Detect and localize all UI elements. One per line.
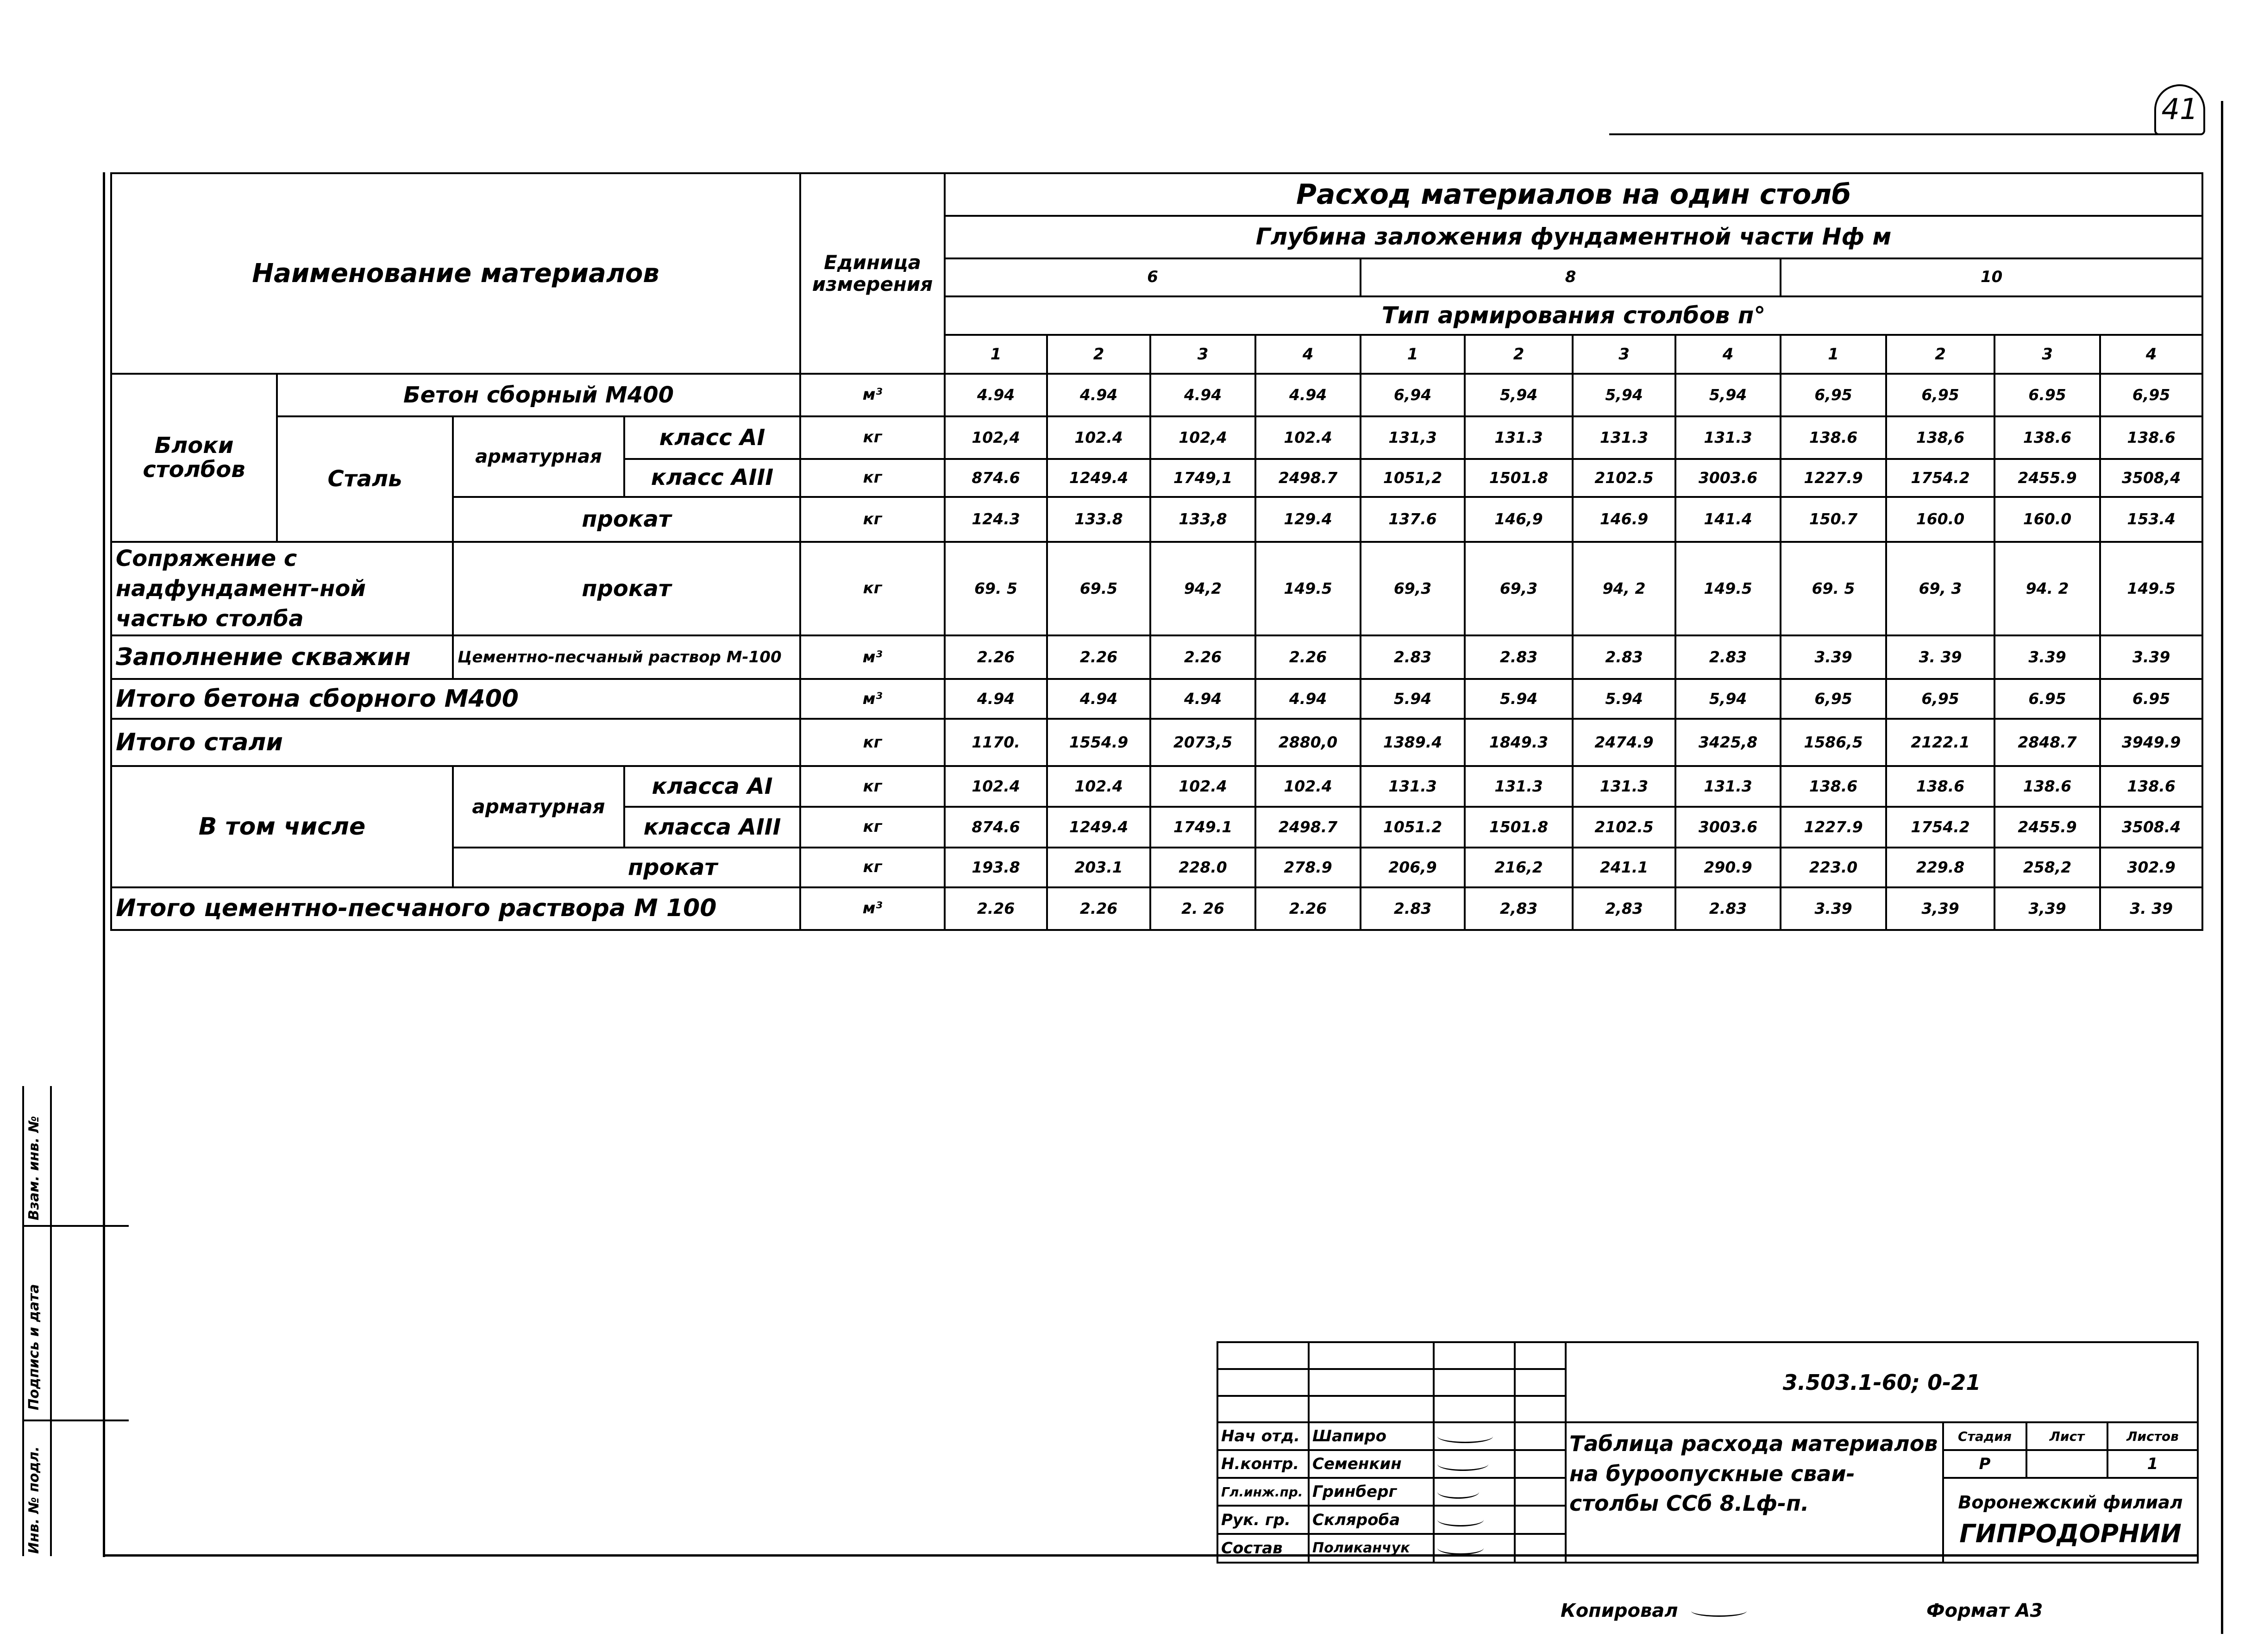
- depth-10: 10: [1781, 258, 2202, 296]
- value-cell: 1749,1: [1150, 459, 1255, 497]
- value-cell: 2102.5: [1573, 459, 1675, 497]
- header-reinforcement-type: Тип армирования столбов п°: [945, 296, 2202, 335]
- value-cell: 3003.6: [1675, 459, 1781, 497]
- value-cell: 138.6: [1994, 766, 2100, 807]
- signature-cell: [1434, 1506, 1515, 1533]
- table-row: [111, 635, 2202, 679]
- side-stamp-divider: [22, 1420, 129, 1421]
- value-cell: 94. 2: [1994, 542, 2100, 636]
- role-label: Н.контр.: [1217, 1450, 1309, 1478]
- value-cell: 102.4: [1255, 416, 1361, 459]
- value-cell: 1754.2: [1886, 459, 1994, 497]
- value-cell: 6.95: [1994, 374, 2100, 416]
- value-cell: 5,94: [1675, 374, 1781, 416]
- label-total-steel: Итого стали: [111, 719, 800, 766]
- value-cell: 1227.9: [1781, 459, 1886, 497]
- unit-cell: м³: [800, 635, 945, 679]
- label-blocks: Блоки столбов: [111, 374, 277, 542]
- table-row: [111, 679, 2202, 719]
- right-frame-line: [2221, 101, 2223, 1634]
- value-cell: 146,9: [1465, 497, 1573, 542]
- value-cell: 131.3: [1361, 766, 1465, 807]
- value-cell: 206,9: [1361, 848, 1465, 887]
- value-cell: 2,83: [1465, 887, 1573, 930]
- value-cell: 160.0: [1886, 497, 1994, 542]
- value-cell: 2.26: [1047, 635, 1150, 679]
- value-cell: 258,2: [1994, 848, 2100, 887]
- unit-cell: м³: [800, 887, 945, 930]
- value-cell: 2.83: [1675, 635, 1781, 679]
- value-cell: 874.6: [945, 807, 1047, 848]
- person-name: Скляроба: [1309, 1506, 1434, 1533]
- value-cell: 5,94: [1465, 374, 1573, 416]
- page-number: 41: [2161, 92, 2198, 126]
- value-cell: 2.83: [1361, 887, 1465, 930]
- value-cell: 1586,5: [1781, 719, 1886, 766]
- title-block: [1217, 1341, 2199, 1564]
- value-cell: 3003.6: [1675, 807, 1781, 848]
- value-cell: 4.94: [945, 679, 1047, 719]
- label-steel: Сталь: [277, 416, 453, 542]
- sheets-label: Листов: [2107, 1422, 2198, 1450]
- role-label: Гл.инж.пр.: [1217, 1478, 1309, 1506]
- value-cell: 2455.9: [1994, 807, 2100, 848]
- value-cell: 102.4: [1047, 416, 1150, 459]
- value-cell: 203.1: [1047, 848, 1150, 887]
- value-cell: 69.5: [1047, 542, 1150, 636]
- depth-8: 8: [1361, 258, 1781, 296]
- value-cell: 138.6: [1781, 766, 1886, 807]
- value-cell: 1170.: [945, 719, 1047, 766]
- organization-name: ГИПРОДОРНИИ: [1959, 1519, 2182, 1549]
- value-cell: 149.5: [1255, 542, 1361, 636]
- document-title: Таблица расхода материалов на буроопускные сваи-столбы ССб 8.Lф-п.: [1566, 1422, 1943, 1563]
- side-label-replaced-inventory: Взам. инв. №: [26, 1116, 42, 1220]
- table-row: [111, 719, 2202, 766]
- unit-cell: кг: [800, 497, 945, 542]
- value-cell: 4.94: [1150, 679, 1255, 719]
- table-row: [111, 374, 2202, 416]
- unit-cell: кг: [800, 459, 945, 497]
- value-cell: 137.6: [1361, 497, 1465, 542]
- date-cell: [1515, 1422, 1566, 1450]
- value-cell: 2102.5: [1573, 807, 1675, 848]
- side-stamp: [22, 1086, 105, 1556]
- value-cell: 4.94: [1255, 679, 1361, 719]
- role-label: Состав: [1217, 1534, 1309, 1563]
- role-label: Рук. гр.: [1217, 1506, 1309, 1533]
- signature-cell: [1434, 1478, 1515, 1506]
- value-cell: 2.83: [1361, 635, 1465, 679]
- value-cell: 3.39: [1781, 635, 1886, 679]
- value-cell: 3.39: [1994, 635, 2100, 679]
- value-cell: 146.9: [1573, 497, 1675, 542]
- value-cell: 102.4: [1047, 766, 1150, 807]
- type-col: 1: [1361, 335, 1465, 374]
- value-cell: 2073,5: [1150, 719, 1255, 766]
- unit-cell: кг: [800, 542, 945, 636]
- table-row: [111, 887, 2202, 930]
- value-cell: 131.3: [1573, 766, 1675, 807]
- value-cell: 6,94: [1361, 374, 1465, 416]
- value-cell: 5.94: [1361, 679, 1465, 719]
- side-stamp-divider: [50, 1086, 52, 1556]
- value-cell: 3. 39: [2100, 887, 2202, 930]
- value-cell: 149.5: [1675, 542, 1781, 636]
- type-col: 1: [1781, 335, 1886, 374]
- stage-label: Стадия: [1943, 1422, 2026, 1450]
- depth-6: 6: [945, 258, 1361, 296]
- value-cell: 6.95: [2100, 679, 2202, 719]
- side-label-signature-date: Подпись и дата: [26, 1284, 42, 1410]
- stamp-cell: [1217, 1369, 1309, 1396]
- value-cell: 2498.7: [1255, 459, 1361, 497]
- label-well-fill: Заполнение скважин: [111, 635, 453, 679]
- value-cell: 4.94: [1255, 374, 1361, 416]
- value-cell: 3.39: [2100, 635, 2202, 679]
- label-joint-rolled: прокат: [453, 542, 800, 636]
- label-incl-rolled: прокат: [624, 848, 800, 887]
- value-cell: 2,83: [1573, 887, 1675, 930]
- label-rolled: прокат: [453, 497, 800, 542]
- label-mortar: Цементно-песчаный раствор М-100: [453, 635, 800, 679]
- value-cell: 4.94: [1047, 374, 1150, 416]
- value-cell: 2498.7: [1255, 807, 1361, 848]
- value-cell: 2122.1: [1886, 719, 1994, 766]
- stamp-cell: [1217, 1396, 1309, 1423]
- value-cell: 241.1: [1573, 848, 1675, 887]
- stamp-cell: [1309, 1396, 1434, 1423]
- label-incl-class-a1: класса АI: [624, 766, 800, 807]
- type-col: 3: [1994, 335, 2100, 374]
- unit-cell: кг: [800, 416, 945, 459]
- header-unit: Единица измерения: [800, 173, 945, 374]
- value-cell: 1501.8: [1465, 459, 1573, 497]
- label-including: В том числе: [111, 766, 453, 887]
- person-name: Шапиро: [1309, 1422, 1434, 1450]
- type-col: 4: [1255, 335, 1361, 374]
- value-cell: 3508.4: [2100, 807, 2202, 848]
- signature-cell: [1434, 1450, 1515, 1478]
- value-cell: 102.4: [1255, 766, 1361, 807]
- date-cell: [1515, 1534, 1566, 1563]
- value-cell: 2474.9: [1573, 719, 1675, 766]
- label-class-a3: класс АIII: [624, 459, 800, 497]
- type-col: 3: [1573, 335, 1675, 374]
- value-cell: 1227.9: [1781, 807, 1886, 848]
- value-cell: 69, 3: [1886, 542, 1994, 636]
- type-col: 2: [1047, 335, 1150, 374]
- table-row: [111, 542, 2202, 636]
- type-col: 1: [945, 335, 1047, 374]
- stamp-cell: [1434, 1342, 1515, 1369]
- label-incl-class-a3: класса АIII: [624, 807, 800, 848]
- label-reinforcing: арматурная: [453, 416, 624, 497]
- type-col: 2: [1465, 335, 1573, 374]
- value-cell: 1749.1: [1150, 807, 1255, 848]
- unit-cell: кг: [800, 807, 945, 848]
- label-joint: Сопряжение с надфундамент-ной частью столба: [111, 542, 453, 636]
- value-cell: 5.94: [1573, 679, 1675, 719]
- value-cell: 2.26: [945, 887, 1047, 930]
- value-cell: 4.94: [945, 374, 1047, 416]
- type-col: 3: [1150, 335, 1255, 374]
- value-cell: 131.3: [1573, 416, 1675, 459]
- paper-format: Формат А3: [1926, 1600, 2043, 1621]
- value-cell: 69. 5: [945, 542, 1047, 636]
- value-cell: 229.8: [1886, 848, 1994, 887]
- organization-cell: [1943, 1478, 2198, 1563]
- value-cell: 193.8: [945, 848, 1047, 887]
- value-cell: 3,39: [1994, 887, 2100, 930]
- value-cell: 102,4: [945, 416, 1047, 459]
- value-cell: 133,8: [1150, 497, 1255, 542]
- sheets-value: 1: [2107, 1450, 2198, 1478]
- copied-by-signature: [1691, 1605, 1747, 1617]
- empty-cell: [453, 848, 624, 887]
- value-cell: 1249.4: [1047, 807, 1150, 848]
- stamp-cell: [1434, 1369, 1515, 1396]
- value-cell: 6,95: [1886, 374, 1994, 416]
- value-cell: 216,2: [1465, 848, 1573, 887]
- label-concrete: Бетон сборный М400: [277, 374, 800, 416]
- value-cell: 149.5: [2100, 542, 2202, 636]
- value-cell: 131,3: [1361, 416, 1465, 459]
- materials-consumption-table: [110, 172, 2203, 931]
- value-cell: 1051,2: [1361, 459, 1465, 497]
- value-cell: 1249.4: [1047, 459, 1150, 497]
- value-cell: 290.9: [1675, 848, 1781, 887]
- value-cell: 131.3: [1675, 766, 1781, 807]
- signature-scribble: [1437, 1541, 1484, 1555]
- value-cell: 4.94: [1150, 374, 1255, 416]
- value-cell: 3508,4: [2100, 459, 2202, 497]
- value-cell: 102.4: [1150, 766, 1255, 807]
- stamp-cell: [1309, 1369, 1434, 1396]
- value-cell: 138,6: [1886, 416, 1994, 459]
- date-cell: [1515, 1450, 1566, 1478]
- value-cell: 150.7: [1781, 497, 1886, 542]
- value-cell: 5,94: [1573, 374, 1675, 416]
- document-code: 3.503.1-60; 0-21: [1566, 1342, 2198, 1422]
- signature-scribble: [1437, 1430, 1493, 1443]
- value-cell: 2455.9: [1994, 459, 2100, 497]
- value-cell: 3,39: [1886, 887, 1994, 930]
- value-cell: 129.4: [1255, 497, 1361, 542]
- label-total-mortar: Итого цементно-песчаного раствора М 100: [111, 887, 800, 930]
- value-cell: 228.0: [1150, 848, 1255, 887]
- value-cell: 94,2: [1150, 542, 1255, 636]
- value-cell: 69. 5: [1781, 542, 1886, 636]
- value-cell: 2.83: [1675, 887, 1781, 930]
- value-cell: 94, 2: [1573, 542, 1675, 636]
- side-stamp-divider: [22, 1225, 129, 1227]
- value-cell: 2848.7: [1994, 719, 2100, 766]
- value-cell: 131.3: [1675, 416, 1781, 459]
- value-cell: 2.26: [945, 635, 1047, 679]
- unit-cell: м³: [800, 374, 945, 416]
- header-consumption: Расход материалов на один столб: [945, 173, 2202, 216]
- top-right-frame-line: [1609, 133, 2181, 135]
- signature-scribble: [1437, 1457, 1488, 1471]
- value-cell: 3. 39: [1886, 635, 1994, 679]
- signature-cell: [1434, 1422, 1515, 1450]
- value-cell: 153.4: [2100, 497, 2202, 542]
- side-stamp-left-border: [22, 1086, 24, 1556]
- value-cell: 141.4: [1675, 497, 1781, 542]
- value-cell: 278.9: [1255, 848, 1361, 887]
- value-cell: 2.83: [1465, 635, 1573, 679]
- page-number-box: [2154, 84, 2205, 135]
- value-cell: 2.26: [1255, 887, 1361, 930]
- value-cell: 1849.3: [1465, 719, 1573, 766]
- unit-cell: м³: [800, 679, 945, 719]
- signature-scribble: [1437, 1485, 1479, 1499]
- value-cell: 1051.2: [1361, 807, 1465, 848]
- sheet-value: [2026, 1450, 2107, 1478]
- value-cell: 2.26: [1047, 887, 1150, 930]
- value-cell: 6,95: [1781, 374, 1886, 416]
- value-cell: 6,95: [1886, 679, 1994, 719]
- unit-cell: кг: [800, 766, 945, 807]
- value-cell: 160.0: [1994, 497, 2100, 542]
- signature-cell: [1434, 1534, 1515, 1563]
- value-cell: 6,95: [2100, 374, 2202, 416]
- label-total-concrete: Итого бетона сборного М400: [111, 679, 800, 719]
- date-cell: [1515, 1506, 1566, 1533]
- value-cell: 3.39: [1781, 887, 1886, 930]
- value-cell: 5.94: [1465, 679, 1573, 719]
- value-cell: 138.6: [1994, 416, 2100, 459]
- role-label: Нач отд.: [1217, 1422, 1309, 1450]
- stamp-cell: [1515, 1369, 1566, 1396]
- stamp-cell: [1434, 1396, 1515, 1423]
- value-cell: 6,95: [1781, 679, 1886, 719]
- stamp-cell: [1515, 1342, 1566, 1369]
- table-row: [111, 766, 2202, 807]
- table-row: [111, 416, 2202, 459]
- unit-cell: кг: [800, 719, 945, 766]
- type-col: 4: [1675, 335, 1781, 374]
- type-col: 4: [2100, 335, 2202, 374]
- value-cell: 1501.8: [1465, 807, 1573, 848]
- value-cell: 124.3: [945, 497, 1047, 542]
- value-cell: 138.6: [1886, 766, 1994, 807]
- stamp-cell: [1217, 1342, 1309, 1369]
- value-cell: 69,3: [1361, 542, 1465, 636]
- value-cell: 69,3: [1465, 542, 1573, 636]
- value-cell: 223.0: [1781, 848, 1886, 887]
- value-cell: 6.95: [1994, 679, 2100, 719]
- value-cell: 1754.2: [1886, 807, 1994, 848]
- header-depth: Глубина заложения фундаментной части Hф м: [945, 216, 2202, 258]
- value-cell: 3425,8: [1675, 719, 1781, 766]
- copied-by-label: Копировал: [1561, 1600, 1678, 1621]
- date-cell: [1515, 1478, 1566, 1506]
- value-cell: 2.26: [1150, 635, 1255, 679]
- value-cell: 138.6: [2100, 416, 2202, 459]
- sheet-label: Лист: [2026, 1422, 2107, 1450]
- value-cell: 138.6: [2100, 766, 2202, 807]
- side-label-inventory: Инв. № подл.: [26, 1446, 42, 1554]
- value-cell: 2.83: [1573, 635, 1675, 679]
- person-name: Семенкин: [1309, 1450, 1434, 1478]
- value-cell: 131.3: [1465, 416, 1573, 459]
- header-name-of-materials: Наименование материалов: [111, 173, 800, 374]
- value-cell: 138.6: [1781, 416, 1886, 459]
- stage-value: Р: [1943, 1450, 2026, 1478]
- value-cell: 302.9: [2100, 848, 2202, 887]
- value-cell: 874.6: [945, 459, 1047, 497]
- copied-by: [1561, 1600, 1747, 1621]
- organization-branch: Воронежский филиал: [1958, 1492, 2183, 1513]
- stamp-cell: [1515, 1396, 1566, 1423]
- value-cell: 131.3: [1465, 766, 1573, 807]
- label-incl-reinforcing: арматурная: [453, 766, 624, 848]
- person-name: Гринберг: [1309, 1478, 1434, 1506]
- value-cell: 4.94: [1047, 679, 1150, 719]
- signature-scribble: [1437, 1513, 1484, 1526]
- value-cell: 102.4: [945, 766, 1047, 807]
- type-col: 2: [1886, 335, 1994, 374]
- value-cell: 1389.4: [1361, 719, 1465, 766]
- value-cell: 102,4: [1150, 416, 1255, 459]
- value-cell: 1554.9: [1047, 719, 1150, 766]
- label-class-a1: класс АI: [624, 416, 800, 459]
- unit-cell: кг: [800, 848, 945, 887]
- value-cell: 2.26: [1255, 635, 1361, 679]
- person-name: Поликанчук: [1309, 1534, 1434, 1563]
- value-cell: 2. 26: [1150, 887, 1255, 930]
- value-cell: 133.8: [1047, 497, 1150, 542]
- stamp-cell: [1309, 1342, 1434, 1369]
- value-cell: 2880,0: [1255, 719, 1361, 766]
- value-cell: 3949.9: [2100, 719, 2202, 766]
- value-cell: 5,94: [1675, 679, 1781, 719]
